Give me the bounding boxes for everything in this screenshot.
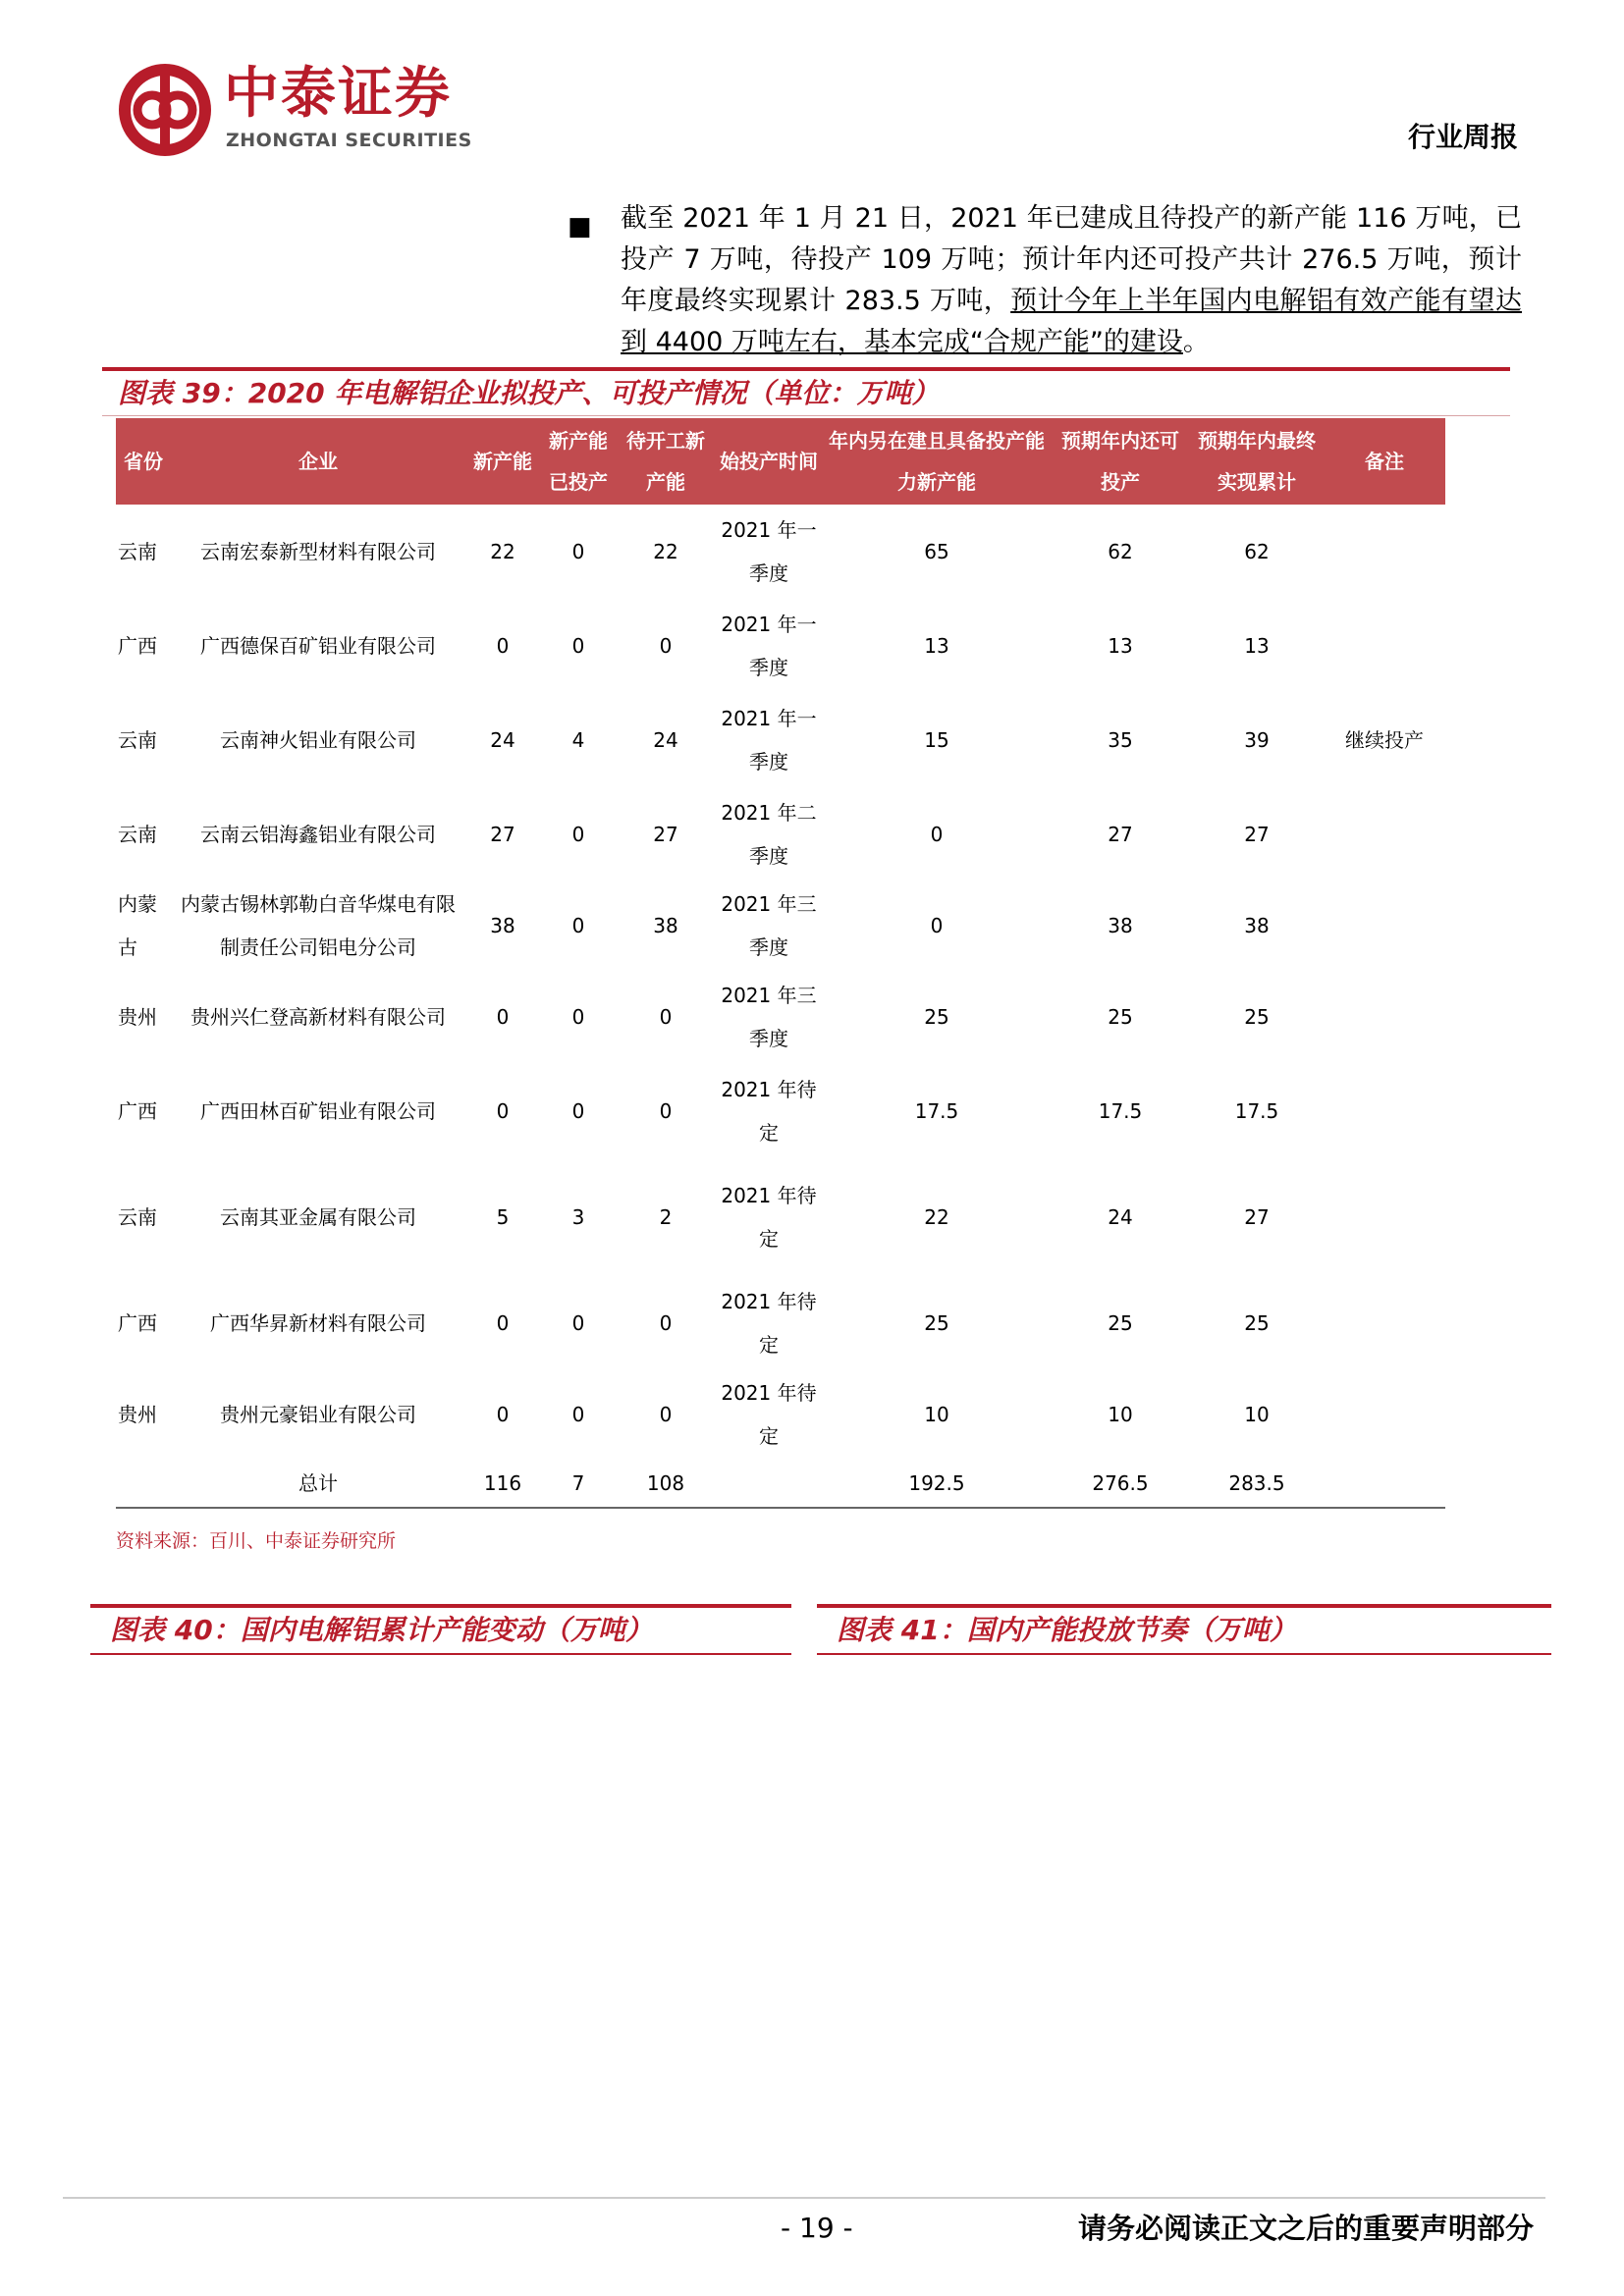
- note-cell: [1324, 1158, 1445, 1276]
- table-total-row: [116, 1459, 1494, 1508]
- new-capacity-cell: 22: [490, 540, 515, 563]
- spacer-cell: [1445, 787, 1494, 881]
- capacity-table: [116, 418, 1494, 1509]
- header-spacer: [1445, 418, 1494, 505]
- total-label-cell: 总计: [171, 1459, 465, 1508]
- table-row: [116, 693, 1494, 787]
- total-pending-cell: 108: [617, 1459, 715, 1508]
- table-row: [116, 505, 1494, 599]
- new-capacity-cell: 0: [496, 634, 510, 658]
- start-time-cell: 2021 年待定: [721, 1381, 817, 1448]
- figure-40-top-rule: [90, 1604, 791, 1608]
- province-cell: 广西: [118, 1099, 157, 1123]
- note-cell: [1324, 599, 1445, 693]
- expected-cell: 35: [1108, 728, 1133, 752]
- new-capacity-cell: 24: [490, 728, 515, 752]
- company-cell: 广西德保百矿铝业有限公司: [200, 634, 436, 658]
- pending-cell: 0: [659, 634, 673, 658]
- province-cell: 云南: [118, 823, 157, 846]
- spacer-cell: [1445, 693, 1494, 787]
- start-time-cell: 2021 年二季度: [721, 801, 817, 868]
- company-cell: 内蒙古锡林郭勒白音华煤电有限制责任公司铝电分公司: [181, 892, 456, 959]
- pending-cell: 0: [659, 1311, 673, 1335]
- province-cell: 广西: [118, 634, 157, 658]
- zhongtai-logo-icon: [116, 61, 214, 159]
- figure-41-title: 图表 41：国内产能投放节奏（万吨）: [837, 1614, 1297, 1646]
- header-expected: 预期年内还可投产: [1051, 418, 1190, 505]
- expected-cell: 17.5: [1098, 1099, 1143, 1123]
- new-capacity-cell: 38: [490, 914, 515, 937]
- table-row: [116, 1064, 1494, 1158]
- total-new-cell: 116: [465, 1459, 540, 1508]
- other-capacity-cell: 0: [930, 914, 944, 937]
- table-header-row: [116, 418, 1494, 505]
- final-cell: 13: [1244, 634, 1270, 658]
- header-final: 预期年内最终实现累计: [1190, 418, 1324, 505]
- spacer-cell: [1445, 1370, 1494, 1459]
- figure-41-bottom-rule: [817, 1653, 1551, 1655]
- company-cell: 广西华昇新材料有限公司: [210, 1311, 426, 1335]
- expected-cell: 38: [1108, 914, 1133, 937]
- other-capacity-cell: 65: [924, 540, 949, 563]
- note-cell: [1324, 1064, 1445, 1158]
- produced-cell: 0: [571, 540, 585, 563]
- table-row: [116, 599, 1494, 693]
- final-cell: 25: [1244, 1005, 1270, 1029]
- page-number: - 19 -: [781, 2212, 853, 2244]
- company-cell: 贵州兴仁登高新材料有限公司: [190, 1005, 446, 1029]
- total-produced-cell: 7: [540, 1459, 617, 1508]
- figure-40-bottom-rule: [90, 1653, 791, 1655]
- footer-disclaimer: 请务必阅读正文之后的重要声明部分: [1077, 2212, 1534, 2245]
- company-cell: 云南神火铝业有限公司: [220, 728, 416, 752]
- company-cell: 云南其亚金属有限公司: [220, 1205, 416, 1229]
- table-row: [116, 1158, 1494, 1276]
- expected-cell: 62: [1108, 540, 1133, 563]
- other-capacity-cell: 10: [924, 1403, 949, 1426]
- province-cell: 云南: [118, 728, 157, 752]
- header-new-capacity: 新产能: [465, 418, 540, 505]
- spacer-cell: [1445, 1276, 1494, 1370]
- province-cell: 贵州: [118, 1005, 157, 1029]
- pending-cell: 38: [653, 914, 678, 937]
- start-time-cell: 2021 年待定: [721, 1184, 817, 1251]
- final-cell: 10: [1244, 1403, 1270, 1426]
- spacer-cell: [1445, 970, 1494, 1064]
- note-cell: [1324, 1276, 1445, 1370]
- note-cell: 继续投产: [1345, 728, 1424, 752]
- report-type-label: 行业周报: [1407, 121, 1518, 153]
- new-capacity-cell: 27: [490, 823, 515, 846]
- produced-cell: 3: [571, 1205, 585, 1229]
- province-cell: 广西: [118, 1311, 157, 1335]
- company-cell: 云南宏泰新型材料有限公司: [200, 540, 436, 563]
- final-cell: 25: [1244, 1311, 1270, 1335]
- start-time-cell: 2021 年待定: [721, 1078, 817, 1145]
- table-row: [116, 787, 1494, 881]
- figure-39-title: 图表 39：2020 年电解铝企业拟投产、可投产情况（单位：万吨）: [118, 377, 940, 409]
- province-cell: 内蒙古: [118, 892, 157, 959]
- brand-name-chinese: 中泰证券: [224, 62, 452, 126]
- table-row: [116, 1370, 1494, 1459]
- final-cell: 62: [1244, 540, 1270, 563]
- spacer-cell: [1445, 1459, 1494, 1508]
- new-capacity-cell: 0: [496, 1311, 510, 1335]
- pending-cell: 22: [653, 540, 678, 563]
- spacer-cell: [1445, 1158, 1494, 1276]
- table-row: [116, 970, 1494, 1064]
- pending-cell: 24: [653, 728, 678, 752]
- other-capacity-cell: 25: [924, 1005, 949, 1029]
- paragraph-underlined-text: 预计今年上半年国内电解铝有效产能有望达到 4400 万吨左右，基本完成“合规产能”的建设: [621, 286, 1522, 357]
- produced-cell: 0: [571, 914, 585, 937]
- expected-cell: 10: [1108, 1403, 1133, 1426]
- company-cell: 广西田林百矿铝业有限公司: [200, 1099, 436, 1123]
- produced-cell: 0: [571, 1005, 585, 1029]
- header-produced: 新产能已投产: [540, 418, 617, 505]
- province-cell: 云南: [118, 1205, 157, 1229]
- produced-cell: 0: [571, 634, 585, 658]
- expected-cell: 25: [1108, 1005, 1133, 1029]
- other-capacity-cell: 0: [930, 823, 944, 846]
- header-start-time: 始投产时间: [715, 418, 823, 505]
- table-row: [116, 881, 1494, 970]
- expected-cell: 27: [1108, 823, 1133, 846]
- figure-40-title: 图表 40：国内电解铝累计产能变动（万吨）: [110, 1614, 653, 1646]
- header-other-capacity: 年内另在建且具备投产能力新产能: [823, 418, 1051, 505]
- produced-cell: 0: [571, 1099, 585, 1123]
- pending-cell: 0: [659, 1403, 673, 1426]
- other-capacity-cell: 15: [924, 728, 949, 752]
- final-cell: 39: [1244, 728, 1270, 752]
- header-province: 省份: [116, 418, 171, 505]
- pending-cell: 2: [659, 1205, 673, 1229]
- other-capacity-cell: 13: [924, 634, 949, 658]
- final-cell: 17.5: [1234, 1099, 1279, 1123]
- bullet-marker: ■: [568, 212, 592, 241]
- pending-cell: 0: [659, 1005, 673, 1029]
- note-cell: [1324, 881, 1445, 970]
- paragraph-text: 截至 2021 年 1 月 21 日，2021 年已建成且待投产的新产能 116 万吨，已投产 7 万吨，待投产 109 万吨；预计年内还可投产共计 276.5 万吨，预计年度最终实现累计 283.5 万吨，: [621, 203, 1522, 316]
- note-cell: [1324, 505, 1445, 599]
- expected-cell: 24: [1108, 1205, 1133, 1229]
- produced-cell: 4: [571, 728, 585, 752]
- produced-cell: 0: [571, 823, 585, 846]
- total-expected-cell: 276.5: [1051, 1459, 1190, 1508]
- start-time-cell: 2021 年一季度: [721, 613, 817, 679]
- total-blank-cell: [116, 1459, 171, 1508]
- final-cell: 27: [1244, 1205, 1270, 1229]
- province-cell: 贵州: [118, 1403, 157, 1426]
- header-note: 备注: [1324, 418, 1445, 505]
- other-capacity-cell: 17.5: [914, 1099, 959, 1123]
- figure-41-top-rule: [817, 1604, 1551, 1608]
- final-cell: 27: [1244, 823, 1270, 846]
- spacer-cell: [1445, 881, 1494, 970]
- spacer-cell: [1445, 599, 1494, 693]
- new-capacity-cell: 0: [496, 1403, 510, 1426]
- total-time-cell: [715, 1459, 823, 1508]
- total-note-cell: [1324, 1459, 1445, 1508]
- table-row: [116, 1276, 1494, 1370]
- table-source: 资料来源：百川、中泰证券研究所: [116, 1530, 397, 1552]
- province-cell: 云南: [118, 540, 157, 563]
- start-time-cell: 2021 年三季度: [721, 984, 817, 1050]
- note-cell: [1324, 787, 1445, 881]
- paragraph-end: 。: [1182, 327, 1210, 357]
- figure-39-top-rule: [102, 367, 1510, 371]
- figure-39-title-underline: [102, 415, 1510, 416]
- header-company: 企业: [171, 418, 465, 505]
- company-cell: 云南云铝海鑫铝业有限公司: [200, 823, 436, 846]
- start-time-cell: 2021 年三季度: [721, 892, 817, 959]
- new-capacity-cell: 0: [496, 1099, 510, 1123]
- final-cell: 38: [1244, 914, 1270, 937]
- produced-cell: 0: [571, 1403, 585, 1426]
- start-time-cell: 2021 年待定: [721, 1290, 817, 1357]
- spacer-cell: [1445, 505, 1494, 599]
- expected-cell: 25: [1108, 1311, 1133, 1335]
- header-pending: 待开工新产能: [617, 418, 715, 505]
- note-cell: [1324, 970, 1445, 1064]
- pending-cell: 0: [659, 1099, 673, 1123]
- other-capacity-cell: 22: [924, 1205, 949, 1229]
- new-capacity-cell: 0: [496, 1005, 510, 1029]
- bullet-paragraph: [621, 198, 1522, 363]
- start-time-cell: 2021 年一季度: [721, 707, 817, 774]
- other-capacity-cell: 25: [924, 1311, 949, 1335]
- expected-cell: 13: [1108, 634, 1133, 658]
- footer-rule: [63, 2197, 1545, 2199]
- brand-name-english: ZHONGTAI SECURITIES: [226, 130, 472, 151]
- note-cell: [1324, 1370, 1445, 1459]
- start-time-cell: 2021 年一季度: [721, 518, 817, 585]
- total-other-cell: 192.5: [823, 1459, 1051, 1508]
- company-cell: 贵州元豪铝业有限公司: [220, 1403, 416, 1426]
- total-final-cell: 283.5: [1190, 1459, 1324, 1508]
- spacer-cell: [1445, 1064, 1494, 1158]
- pending-cell: 27: [653, 823, 678, 846]
- produced-cell: 0: [571, 1311, 585, 1335]
- new-capacity-cell: 5: [496, 1205, 510, 1229]
